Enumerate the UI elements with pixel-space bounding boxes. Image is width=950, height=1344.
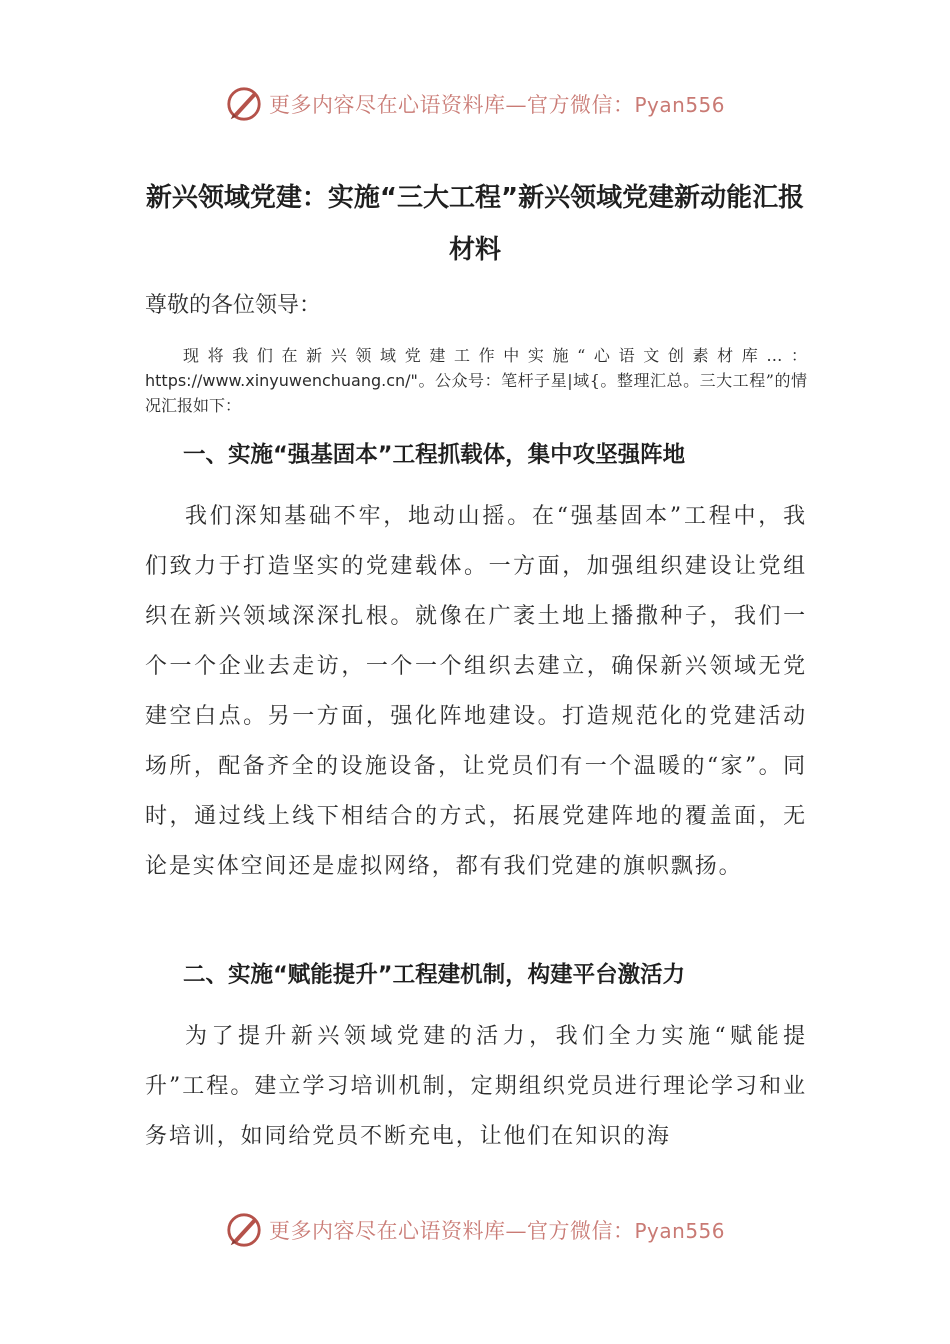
intro-paragraph: 现将我们在新兴领域党建工作中实施“心语文创素材库…：https://www.xinyuwenchuang.cn/"。公众号：笔杆子星|域{。整理汇总。三大工程”的情况汇报如下： — [145, 346, 807, 415]
pen-logo-icon — [225, 1211, 263, 1249]
banner-text: 更多内容尽在心语资料库—官方微信：Pyan556 — [268, 1219, 725, 1243]
footer-watermark-banner — [0, 1208, 950, 1252]
pen-logo-icon — [225, 85, 263, 123]
section-1-body: 我们深知基础不牢，地动山摇。在“强基固本”工程中，我们致力于打造坚实的党建载体。一方面，加强组织建设让党组织在新兴领域深深扎根。就像在广袤土地上播撒种子，我们一个一个企业去走访，一个一个组织去建立，确保新兴领域无党建空白点。另一方面，强化阵地建设。打造规范化的党建活动场所，配备齐全的设施设备，让党员们有一个温暖的“家”。同时，通过线上线下相结合的方式，拓展党建阵地的覆盖面，无论是实体空间还是虚拟网络，都有我们党建的旗帜飘扬。 — [145, 504, 807, 879]
banner-wechat-id: Pyan556 — [634, 1219, 725, 1243]
banner-text: 更多内容尽在心语资料库—官方微信：Pyan556 — [268, 93, 725, 117]
banner-wechat-id: Pyan556 — [634, 93, 725, 117]
intro-url: https://www.xinyuwenchuang.cn/" — [145, 371, 418, 390]
section-1-heading: 一、实施“强基固本”工程抓载体，集中攻坚强阵地 — [183, 442, 686, 468]
header-watermark-banner — [0, 82, 950, 126]
document-title: 新兴领域党建：实施“三大工程”新兴领域党建新动能汇报材料 — [145, 183, 805, 265]
section-2-heading: 二、实施“赋能提升”工程建机制，构建平台激活力 — [183, 962, 686, 988]
greeting: 尊敬的各位领导： — [145, 293, 322, 318]
section-2-body: 为了提升新兴领域党建的活力，我们全力实施“赋能提升”工程。建立学习培训机制，定期组织党员进行理论学习和业务培训，如同给党员不断充电，让他们在知识的海 — [145, 1024, 807, 1149]
